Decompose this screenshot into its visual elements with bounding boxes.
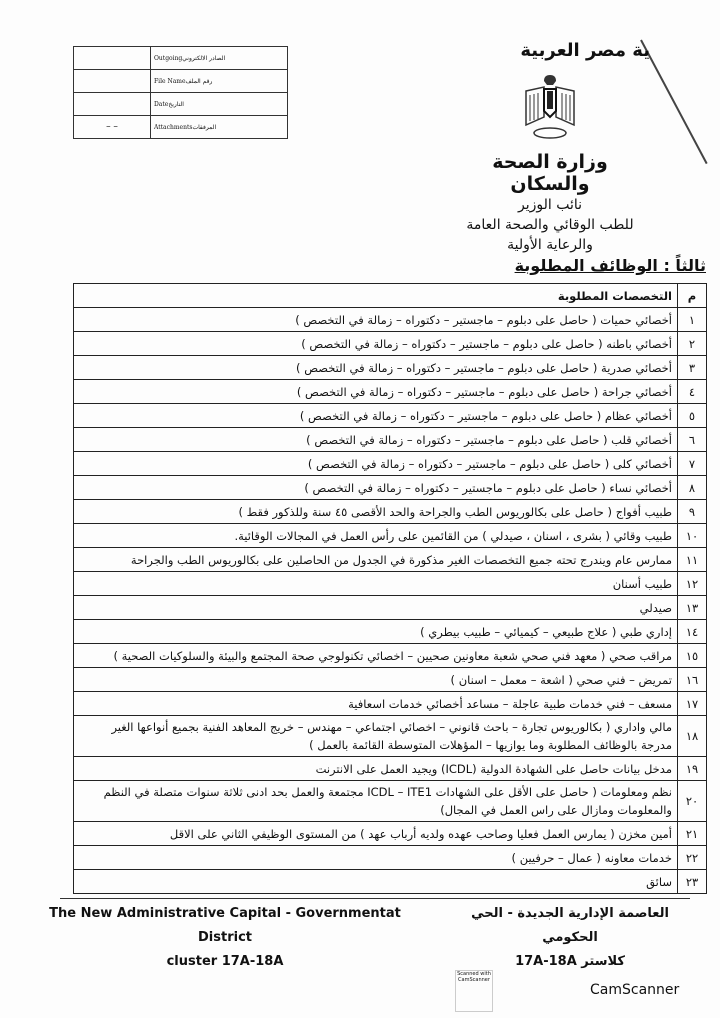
footer-divider <box>60 898 690 899</box>
label-ar: الصادر الالكتروني <box>182 54 226 62</box>
reference-label-cell <box>151 47 288 70</box>
job-specialty: ممارس عام ويندرج تحته جميع التخصصات الغير مذكورة في الجدول من الحاصلين على بكالوريوس الطب والجراحة <box>74 548 678 572</box>
table-row <box>74 692 707 716</box>
footer-address-ar: العاصمة الإدارية الجديدة - الحي الحكومي <box>471 906 669 945</box>
row-number: ٤ <box>678 380 707 404</box>
camscanner-label: CamScanner <box>590 982 680 998</box>
table-row <box>74 757 707 781</box>
reference-row <box>74 70 288 93</box>
row-number: ١٢ <box>678 572 707 596</box>
job-specialty: أخصائي صدرية ( حاصل على دبلوم – ماجستير – دكتوراه – زمالة في التخصص ) <box>74 356 678 380</box>
row-number: ٢ <box>678 332 707 356</box>
label-en: Date <box>154 100 169 108</box>
reference-row <box>74 116 288 139</box>
job-specialty: سائق <box>74 870 678 894</box>
job-specialty: أمين مخزن ( يمارس العمل فعليا وصاحب عهده ولديه أرباب عهد ) من المستوى الوظيفي الثاني على الاقل <box>74 822 678 846</box>
table-row <box>74 716 707 757</box>
row-number: ٩ <box>678 500 707 524</box>
table-row <box>74 452 707 476</box>
job-specialty: طبيب أفواج ( حاصل على بكالوريوس الطب والجراحة والحد الأقصى ٤٥ سنة وللذكور فقط ) <box>74 500 678 524</box>
reference-value <box>74 47 151 70</box>
reference-row <box>74 93 288 116</box>
reference-label <box>154 124 284 131</box>
reference-row <box>74 47 288 70</box>
job-specialty: طبيب وقائي ( بشرى ، اسنان ، صيدلي ) من القائمين على رأس العمل في المجالات الوقائية. <box>74 524 678 548</box>
table-row <box>74 548 707 572</box>
reference-label <box>154 55 284 62</box>
row-number: ١٣ <box>678 596 707 620</box>
table-row <box>74 668 707 692</box>
label-en: File Name <box>154 77 186 85</box>
job-specialty: تمريض – فني صحي ( اشعة – معمل – اسنان ) <box>74 668 678 692</box>
column-header-number: م <box>678 284 707 308</box>
column-header-specialty: التخصصات المطلوبة <box>74 284 678 308</box>
table-row <box>74 404 707 428</box>
job-specialty: صيدلي <box>74 596 678 620</box>
department-line-2: والرعاية الأولية <box>507 237 593 253</box>
table-row <box>74 500 707 524</box>
reference-label-cell <box>151 70 288 93</box>
job-specialty: مسعف – فني خدمات طبية عاجلة – مساعد أخصائي خدمات اسعافية <box>74 692 678 716</box>
row-number: ٦ <box>678 428 707 452</box>
job-specialty: مالي واداري ( بكالوريوس تجارة – باحث قانوني – اخصائي اجتماعي – مهندس – خريج المعاهد الفنية بجميع أنواعها الغير مدرجة بالوظائف المطلوبة وما يوازيها – المؤهلات المتوسطة القائمة بالعمل ) <box>74 716 678 757</box>
job-specialty: أخصائي كلى ( حاصل على دبلوم – ماجستير – دكتوراه – زمالة في التخصص ) <box>74 452 678 476</box>
job-specialty: مراقب صحي ( معهد فني صحي شعبة معاونين صحيين – اخصائي تكنولوجي صحة المجتمع والبيئة والسلوكيات الصحية ) <box>74 644 678 668</box>
footer-english <box>40 902 410 974</box>
eagle-emblem-icon <box>520 71 580 143</box>
department-line: للطب الوقائي والصحة العامة <box>466 217 634 233</box>
row-number: ١٧ <box>678 692 707 716</box>
table-row <box>74 870 707 894</box>
job-specialty: إداري طبي ( علاج طبيعي – كيميائي – طبيب بيطري ) <box>74 620 678 644</box>
row-number: ١٠ <box>678 524 707 548</box>
footer-cluster-en: cluster 17A-18A <box>166 954 284 969</box>
reference-value <box>74 70 151 93</box>
label-ar: المرفقات <box>192 123 217 131</box>
table-row <box>74 572 707 596</box>
section-title: ثالثاً : الوظائف المطلوبة <box>514 256 706 275</box>
row-number: ٧ <box>678 452 707 476</box>
row-number: ٣ <box>678 356 707 380</box>
reference-label <box>154 78 284 85</box>
row-number: ١٤ <box>678 620 707 644</box>
label-ar: التاريخ <box>168 100 184 108</box>
table-row <box>74 308 707 332</box>
row-number: ٢٠ <box>678 781 707 822</box>
deputy-title: نائب الوزير <box>517 197 583 213</box>
row-number: ١٨ <box>678 716 707 757</box>
reference-value: – – <box>74 116 151 139</box>
table-row <box>74 380 707 404</box>
job-specialty: أخصائي قلب ( حاصل على دبلوم – ماجستير – دكتوراه – زمالة في التخصص ) <box>74 428 678 452</box>
table-row <box>74 781 707 822</box>
row-number: ١٩ <box>678 757 707 781</box>
row-number: ٨ <box>678 476 707 500</box>
label-ar: رقم الملف <box>185 77 213 85</box>
table-row <box>74 332 707 356</box>
job-specialty: أخصائي نساء ( حاصل على دبلوم – ماجستير – دكتوراه – زمالة في التخصص ) <box>74 476 678 500</box>
jobs-table <box>73 283 707 894</box>
table-header-row <box>74 284 707 308</box>
row-number: ٢٣ <box>678 870 707 894</box>
country-name: ية مصر العربية <box>520 40 650 61</box>
page-fold-line <box>640 40 707 165</box>
reference-value <box>74 93 151 116</box>
table-row <box>74 596 707 620</box>
letterhead <box>450 40 650 255</box>
row-number: ١٦ <box>678 668 707 692</box>
row-number: ١ <box>678 308 707 332</box>
table-row <box>74 428 707 452</box>
job-specialty: أخصائي جراحة ( حاصل على دبلوم – ماجستير – دكتوراه – زمالة في التخصص ) <box>74 380 678 404</box>
reference-label-cell <box>151 93 288 116</box>
reference-label <box>154 101 284 108</box>
footer-address-en: The New Administrative Capital - Governmentat District <box>49 906 401 945</box>
row-number: ٢١ <box>678 822 707 846</box>
table-row <box>74 476 707 500</box>
row-number: ١٥ <box>678 644 707 668</box>
job-specialty: أخصائي حميات ( حاصل على دبلوم – ماجستير – دكتوراه – زمالة في التخصص ) <box>74 308 678 332</box>
job-specialty: نظم ومعلومات ( حاصل على الأقل على الشهادات ICDL – ITE1 مجتمعة والعمل بحد ادنى ثلاثة سنوات متصلة في النظم والمعلومات ومازال على راس العمل في المجال) <box>74 781 678 822</box>
job-specialty: مدخل بيانات حاصل على الشهادة الدولية (ICDL) ويجيد العمل على الانترنت <box>74 757 678 781</box>
table-row <box>74 524 707 548</box>
reference-label-cell <box>151 116 288 139</box>
row-number: ١١ <box>678 548 707 572</box>
camscanner-badge: Scanned with CamScanner <box>455 970 493 1012</box>
label-en: Outgoing <box>154 54 183 62</box>
table-row <box>74 620 707 644</box>
row-number: ٥ <box>678 404 707 428</box>
footer-arabic <box>450 902 690 974</box>
row-number: ٢٢ <box>678 846 707 870</box>
table-row <box>74 846 707 870</box>
job-specialty: أخصائي باطنه ( حاصل على دبلوم – ماجستير – دكتوراه – زمالة في التخصص ) <box>74 332 678 356</box>
ministry-name: وزارة الصحة والسكان <box>492 151 608 195</box>
job-specialty: أخصائي عظام ( حاصل على دبلوم – ماجستير – دكتوراه – زمالة في التخصص ) <box>74 404 678 428</box>
table-row <box>74 356 707 380</box>
table-row <box>74 644 707 668</box>
job-specialty: طبيب أسنان <box>74 572 678 596</box>
job-specialty: خدمات معاونه ( عمال – حرفيين ) <box>74 846 678 870</box>
table-row <box>74 822 707 846</box>
footer-cluster-ar: كلاستر 17A-18A <box>515 954 625 969</box>
label-en: Attachments <box>154 123 193 131</box>
reference-table <box>73 46 288 139</box>
